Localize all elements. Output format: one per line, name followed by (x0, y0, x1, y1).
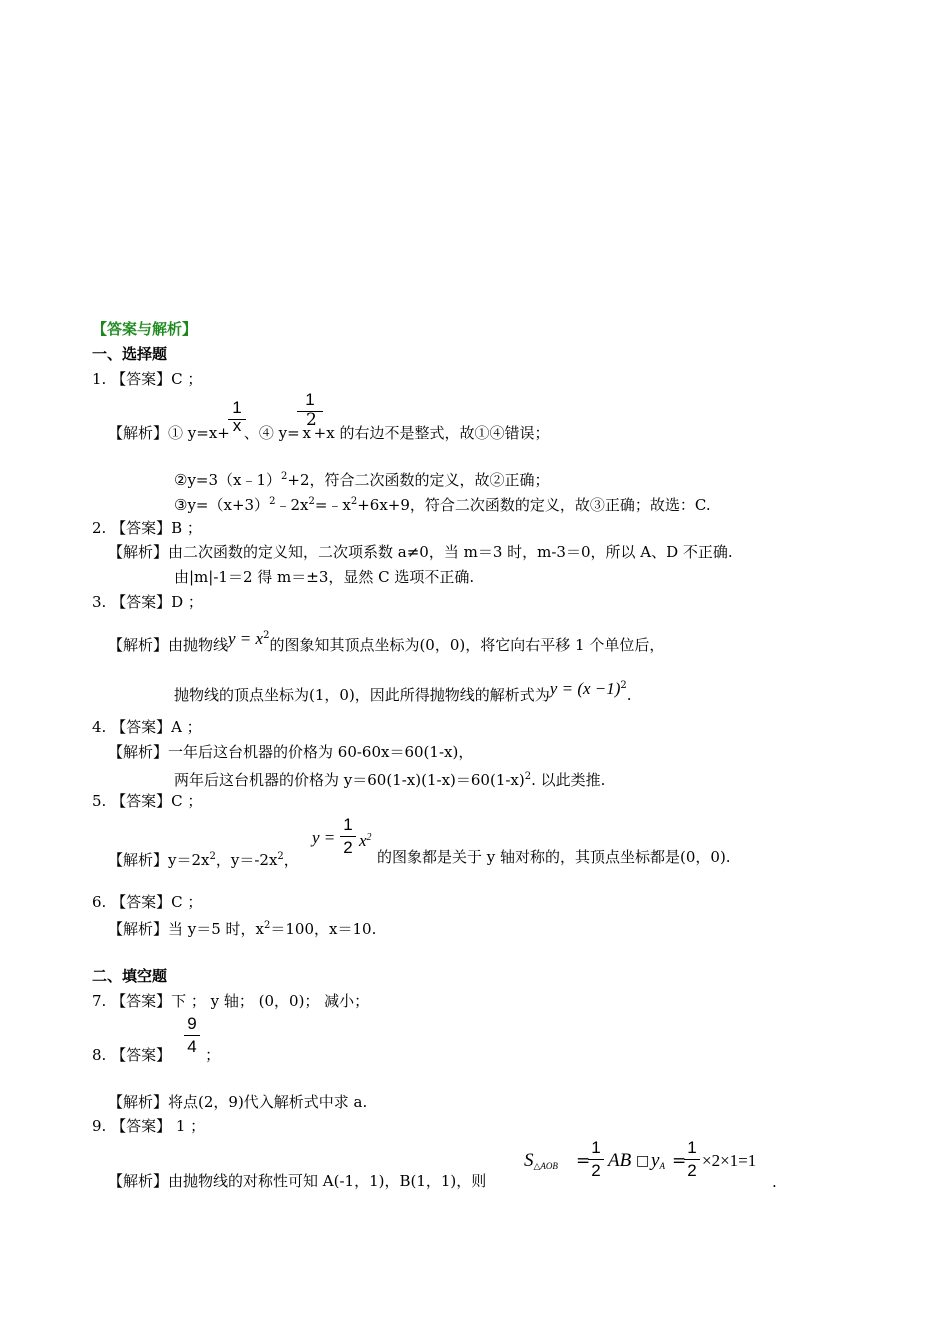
sub: A (659, 1161, 665, 1171)
q1-answer: 1. 【答案】C ； (92, 370, 203, 388)
q5-frac-num: 1 (343, 815, 353, 834)
q1-frac1-num: 1 (232, 398, 242, 417)
section-choice-title: 一、选择题 (92, 345, 168, 363)
t: =﹣x (314, 496, 351, 514)
q8-frac-num: 9 (187, 1014, 197, 1033)
t: 的图象知其顶点坐标为(0，0)，将它向右平移 1 个单位后， (269, 636, 665, 654)
t: ﹣2x (275, 496, 309, 514)
analysis-label: 【解析】 (108, 424, 169, 442)
t: 【解析】当 y＝5 时，x (108, 920, 265, 938)
q2-analysis-2: 由|m|-1＝2 得 m＝±3，显然 C 选项不正确. (174, 568, 475, 586)
q9-tail: ×2×1=1 (702, 1151, 757, 1170)
q3-answer: 3. 【答案】D ； (92, 593, 203, 611)
q9-fraction-1 (588, 1138, 604, 1181)
answers-heading: 【答案与解析】 (92, 320, 198, 338)
sup: 2 (308, 496, 315, 507)
q5-frac-den: 2 (343, 838, 353, 857)
q2-answer: 2. 【答案】B ； (92, 519, 202, 537)
fraction-bar (684, 1159, 700, 1160)
t: ＝100，x＝10. (270, 920, 377, 938)
q3-formula-y-x2: y = x (228, 629, 264, 648)
q8-analysis: 【解析】将点(2，9)代入解析式中求 a. (108, 1093, 368, 1111)
sup: 2 (524, 771, 532, 782)
q1-analysis-line3 (174, 492, 711, 515)
t: 【解析】y＝2x (108, 851, 210, 869)
t: 8. 【答案】 (92, 1046, 172, 1064)
q4-analysis-2 (174, 767, 605, 790)
q9-formula-S (524, 1151, 558, 1176)
t: ②y=3（x﹣1） (174, 471, 282, 489)
q9-fraction-2 (684, 1138, 700, 1181)
t: . (626, 686, 632, 704)
q1-frac2-den: x (302, 424, 311, 442)
q4-analysis: 【解析】一年后这台机器的价格为 60-60x＝60(1-x)， (108, 743, 474, 761)
fraction-bar (340, 836, 356, 837)
fraction-bar (588, 1159, 604, 1160)
q9-yA (651, 1151, 665, 1176)
q9-f1-num: 1 (591, 1138, 601, 1157)
q1-frac2-num: 1 (305, 390, 315, 409)
t: +6x+9，符合二次函数的定义，故③正确；故选：C. (357, 496, 711, 514)
sup: 2 (277, 851, 284, 862)
sup: 2 (620, 680, 627, 691)
t: ， (283, 851, 299, 869)
q9-box-glyph: □ (636, 1153, 650, 1169)
q1-a-pre: ① y=x+ (168, 424, 230, 442)
q6-analysis (108, 916, 376, 939)
t: . 以此类推. (531, 771, 606, 789)
q9-AB: AB (608, 1150, 632, 1171)
q5-formula-y: y = (312, 828, 336, 847)
t: ③y=（x+3） (174, 496, 270, 514)
q1-a-post: +x 的右边不是整式，故①④错误； (313, 424, 550, 442)
t: 【解析】由抛物线 (108, 636, 229, 654)
q5-formula-x (359, 828, 372, 851)
q9-f1-den: 2 (591, 1161, 601, 1180)
q9-f2-num: 1 (687, 1138, 697, 1157)
t: 抛物线的顶点坐标为(1，0)，因此所得抛物线的解析式为 (174, 686, 550, 704)
t: +2，符合二次函数的定义，故②正确； (287, 471, 550, 489)
q5-fraction (340, 815, 356, 858)
q7-answer: 7. 【答案】下 ； y 轴； (0，0)； 减小； (92, 992, 370, 1010)
sup: 2 (209, 851, 216, 862)
q9-end: . (772, 1173, 777, 1191)
fraction-bar (184, 1035, 200, 1036)
q9-f2-den: 2 (687, 1161, 697, 1180)
t: ； (205, 1046, 221, 1064)
t: S (524, 1150, 534, 1171)
section-fill-title: 二、填空题 (92, 967, 168, 985)
q8-answer (92, 1045, 220, 1065)
sup: 2 (264, 920, 271, 931)
q2-analysis: 【解析】由二次函数的定义知，二次项系数 a≠0，当 m＝3 时，m-3＝0，所以 A、D 不正确. (108, 543, 733, 561)
q9-analysis: 【解析】由抛物线的对称性可知 A(-1，1)，B(1，1)，则 (108, 1172, 487, 1190)
q9-eq2: = (672, 1151, 687, 1171)
sub: △AOB (533, 1161, 558, 1171)
q5-analysis-tail: 的图象都是关于 y 轴对称的，其顶点坐标都是(0，0). (377, 848, 731, 866)
q9-answer: 9. 【答案】 1 ； (92, 1117, 206, 1135)
sup: 2 (269, 496, 276, 507)
t: 两年后这台机器的价格为 y＝60(1-x)(1-x)＝60(1-x) (174, 771, 525, 789)
q4-answer: 4. 【答案】A ； (92, 718, 202, 736)
q1-a-mid: 、④ y= (243, 424, 300, 442)
q1-analysis-line2 (174, 467, 550, 490)
sup: 2 (263, 630, 270, 641)
q8-frac-den: 4 (187, 1037, 197, 1056)
t: x (359, 831, 367, 850)
q9-eq1: = (576, 1151, 591, 1171)
q1-analysis-line1 (108, 416, 550, 443)
q3-analysis-line2 (174, 676, 632, 705)
sup: 2 (350, 496, 358, 507)
q3-analysis-line1 (108, 626, 664, 655)
t: ，y＝-2x (215, 851, 278, 869)
q1-frac1-den: x (232, 416, 242, 435)
sup: 2 (281, 471, 288, 482)
q1-frac2-exp: 2 (306, 410, 317, 430)
q6-answer: 6. 【答案】C ； (92, 893, 203, 911)
t: y (651, 1150, 660, 1171)
q3-formula-y-shift: y = (x −1) (549, 679, 621, 698)
sup: 2 (366, 832, 372, 843)
q5-analysis (108, 847, 299, 870)
q5-answer: 5. 【答案】C ； (92, 792, 203, 810)
